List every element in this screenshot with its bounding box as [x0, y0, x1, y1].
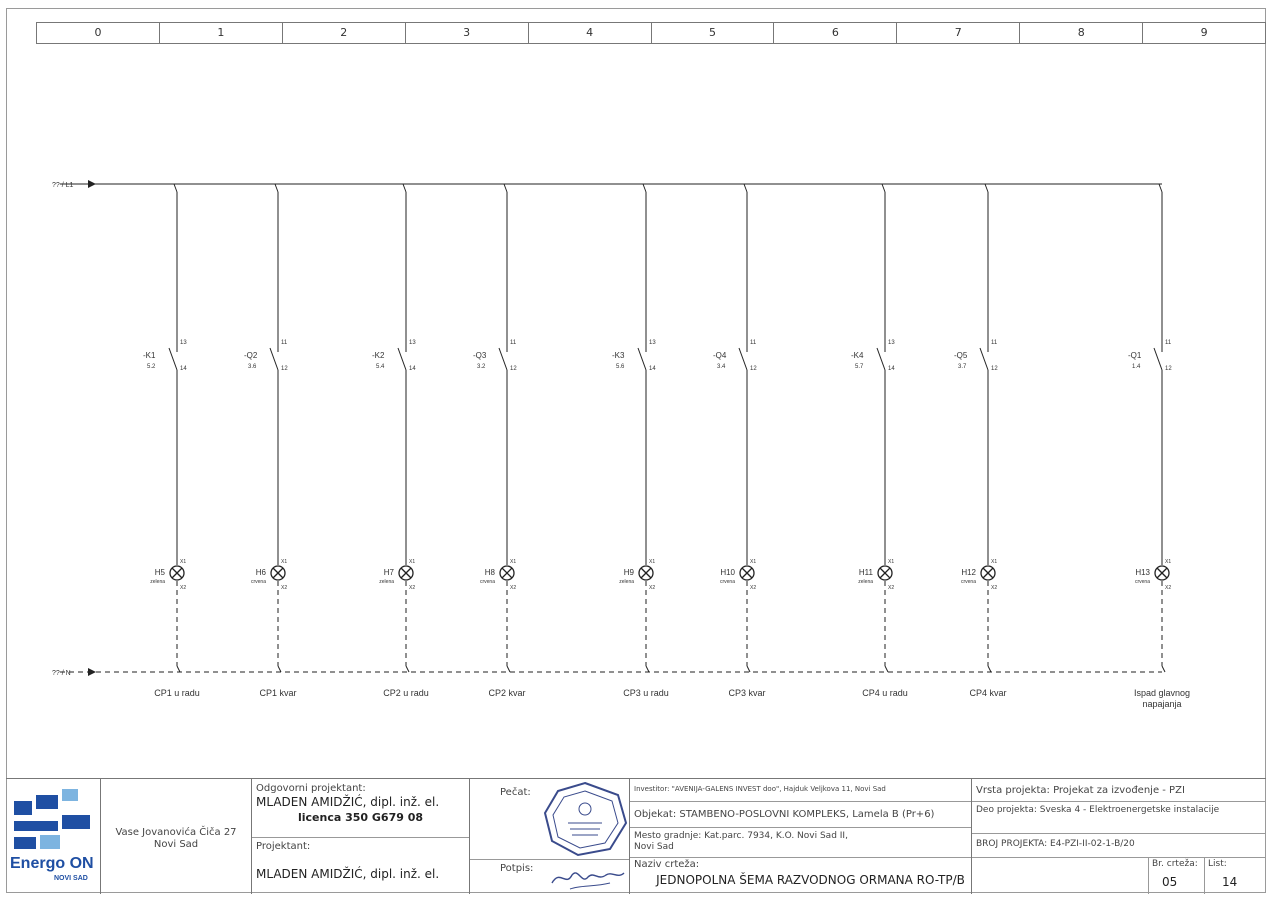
lamp-pin: X2 — [991, 585, 998, 591]
stamp-label: Pečat: — [500, 787, 531, 798]
column-number: 5 — [652, 23, 775, 43]
branch-function-label: CP2 kvar — [488, 688, 526, 698]
branch-function-label: CP3 kvar — [728, 688, 766, 698]
lamp-color: crvena — [479, 579, 495, 585]
branch-junction — [1159, 184, 1162, 192]
column-number: 2 — [283, 23, 406, 43]
stamp-cell — [470, 779, 630, 894]
drawing-title: JEDNOPOLNA ŠEMA RAZVODNOG ORMANA RO-TP/B — [656, 873, 965, 887]
contact-pin: 11 — [510, 340, 517, 346]
branch-function-label: napajanja — [1142, 699, 1182, 709]
lamp-color: crvena — [719, 579, 735, 585]
contact-ref: 5.4 — [376, 364, 385, 370]
contact-label: -Q3 — [473, 351, 487, 360]
lamp-pin: X1 — [649, 559, 656, 565]
contact-pin: 11 — [750, 340, 757, 346]
lamp-color: zelena — [619, 579, 634, 585]
lamp-pin: X1 — [409, 559, 416, 565]
investor-text: Investitor: "AVENIJA-GALENS INVEST doo", Hajduk Veljkova 11, Novi Sad — [634, 785, 886, 793]
branch-junction — [507, 666, 510, 672]
logo-text: Energo ON — [10, 855, 94, 872]
branch-junction — [744, 184, 747, 192]
project-part: Deo projekta: Sveska 4 - Elektroenergetske instalacije — [976, 805, 1220, 815]
contact-blade — [398, 348, 406, 370]
top-bus-label: ?? / L1 — [52, 182, 74, 189]
branch-junction — [643, 184, 646, 192]
branch-function-label: CP2 u radu — [383, 688, 429, 698]
branch-function-label: CP1 kvar — [259, 688, 297, 698]
license-number: licenca 350 G679 08 — [297, 811, 424, 824]
contact-label: -Q5 — [954, 351, 968, 360]
branch-junction — [646, 666, 649, 672]
contact-label: -K1 — [143, 351, 156, 360]
company-logo — [8, 781, 100, 891]
project-number: BROJ PROJEKTA: E4-PZI-II-02-1-B/20 — [976, 839, 1135, 849]
lamp-color: crvena — [960, 579, 976, 585]
lamp-pin: X2 — [750, 585, 757, 591]
lamp-pin: X1 — [180, 559, 187, 565]
lamp-pin: X2 — [1165, 585, 1172, 591]
lamp-label: H9 — [623, 568, 634, 577]
lamp-label: H10 — [720, 568, 735, 577]
project-type: Vrsta projekta: Projekat za izvođenje - PZI — [976, 785, 1185, 796]
branch-junction — [174, 184, 177, 192]
branch-junction — [882, 184, 885, 192]
lamp-color: crvena — [1134, 579, 1150, 585]
branch-function-label: CP4 kvar — [969, 688, 1007, 698]
drawing-label: Naziv crteža: — [634, 859, 700, 870]
lamp-pin: X2 — [888, 585, 895, 591]
lamp-label: H6 — [255, 568, 266, 577]
bottom-bus-label: ?? / N — [52, 670, 71, 677]
contact-pin: 12 — [1165, 366, 1172, 372]
contact-pin: 11 — [1165, 340, 1172, 346]
contact-blade — [499, 348, 507, 370]
contact-pin: 13 — [180, 340, 187, 346]
contact-pin: 14 — [888, 366, 895, 372]
branch-function-label: CP3 u radu — [623, 688, 669, 698]
contact-label: -K3 — [612, 351, 625, 360]
branch-junction — [985, 184, 988, 192]
contact-ref: 3.7 — [958, 364, 967, 370]
contact-label: -K2 — [372, 351, 385, 360]
logo-graphic — [8, 781, 100, 861]
contact-ref: 5.6 — [616, 364, 625, 370]
lamp-pin: X1 — [750, 559, 757, 565]
sheet-number: 14 — [1222, 875, 1238, 889]
lamp-pin: X1 — [888, 559, 895, 565]
project-meta-cell — [972, 779, 1266, 894]
column-number: 8 — [1020, 23, 1143, 43]
column-number: 4 — [529, 23, 652, 43]
responsible-label: Odgovorni projektant: — [256, 783, 366, 794]
lamp-label: H8 — [484, 568, 495, 577]
lamp-pin: X1 — [510, 559, 517, 565]
contact-pin: 13 — [888, 340, 895, 346]
contact-pin: 14 — [409, 366, 416, 372]
contact-blade — [739, 348, 747, 370]
branch-junction — [278, 666, 281, 672]
lamp-color: zelena — [150, 579, 165, 585]
column-number: 6 — [774, 23, 897, 43]
project-info-cell — [630, 779, 972, 894]
contact-label: -Q4 — [713, 351, 727, 360]
contact-blade — [1154, 348, 1162, 370]
branch-junction — [988, 666, 991, 672]
lamp-pin: X1 — [991, 559, 998, 565]
lamp-color: zelena — [379, 579, 394, 585]
logo-sub: NOVI SAD — [54, 875, 88, 882]
contact-blade — [638, 348, 646, 370]
contact-ref: 3.2 — [477, 364, 486, 370]
bottom-bus-arrow — [88, 668, 96, 676]
contact-pin: 14 — [180, 366, 187, 372]
contact-blade — [877, 348, 885, 370]
contact-ref: 1.4 — [1132, 364, 1141, 370]
lamp-pin: X1 — [281, 559, 288, 565]
contact-pin: 13 — [409, 340, 416, 346]
sheet-label: List: — [1208, 859, 1227, 869]
contact-blade — [270, 348, 278, 370]
contact-pin: 11 — [281, 340, 288, 346]
address-line2: Novi Sad — [153, 839, 199, 850]
branch-junction — [1162, 666, 1165, 672]
branch-function-label: CP4 u radu — [862, 688, 908, 698]
lamp-pin: X2 — [281, 585, 288, 591]
lamp-pin: X2 — [409, 585, 416, 591]
designer-label: Projektant: — [256, 841, 311, 852]
branch-junction — [403, 184, 406, 192]
column-number: 3 — [406, 23, 529, 43]
branch-function-label: CP1 u radu — [154, 688, 200, 698]
lamp-label: H7 — [383, 568, 394, 577]
title-block — [6, 778, 1266, 893]
branch-junction — [275, 184, 278, 192]
lamp-label: H12 — [961, 568, 976, 577]
designer-cell — [252, 779, 470, 894]
contact-label: -K4 — [851, 351, 864, 360]
column-number: 7 — [897, 23, 1020, 43]
drawing-number-label: Br. crteža: — [1152, 859, 1198, 869]
branch-junction — [747, 666, 750, 672]
contact-pin: 12 — [510, 366, 517, 372]
lamp-color: zelena — [858, 579, 873, 585]
lamp-pin: X2 — [649, 585, 656, 591]
contact-ref: 5.2 — [147, 364, 156, 370]
branch-junction — [406, 666, 409, 672]
lamp-pin: X1 — [1165, 559, 1172, 565]
contact-ref: 5.7 — [855, 364, 864, 370]
contact-pin: 12 — [281, 366, 288, 372]
column-number: 9 — [1143, 23, 1266, 43]
contact-pin: 12 — [991, 366, 998, 372]
contact-blade — [169, 348, 177, 370]
branch-junction — [885, 666, 888, 672]
signature-scribble — [550, 863, 626, 891]
contact-ref: 3.4 — [717, 364, 726, 370]
address-line1: Vase Jovanovića Čiča 27 — [115, 827, 237, 838]
lamp-label: H11 — [858, 568, 873, 577]
column-number: 0 — [36, 23, 160, 43]
top-bus-arrow — [88, 180, 96, 188]
lamp-color: crvena — [250, 579, 266, 585]
designer-name: MLADEN AMIDŽIĆ, dipl. inž. el. — [256, 867, 440, 881]
contact-pin: 11 — [991, 340, 998, 346]
contact-pin: 14 — [649, 366, 656, 372]
contact-label: -Q2 — [244, 351, 258, 360]
contact-pin: 12 — [750, 366, 757, 372]
signature-label: Potpis: — [500, 863, 534, 874]
lamp-pin: X2 — [180, 585, 187, 591]
branch-junction — [177, 666, 180, 672]
branch-junction — [504, 184, 507, 192]
contact-blade — [980, 348, 988, 370]
contact-label: -Q1 — [1128, 351, 1142, 360]
object-text: Objekat: STAMBENO-POSLOVNI KOMPLEKS, Lamela B (Pr+6) — [634, 809, 935, 820]
branch-function-label: Ispad glavnog — [1133, 688, 1191, 698]
stamp-seal — [542, 781, 628, 857]
contact-pin: 13 — [649, 340, 656, 346]
address-cell — [100, 779, 252, 894]
lamp-pin: X2 — [510, 585, 517, 591]
responsible-name: MLADEN AMIDŽIĆ, dipl. inž. el. — [256, 795, 440, 809]
contact-ref: 3.6 — [248, 364, 257, 370]
lamp-label: H13 — [1135, 568, 1150, 577]
column-number: 1 — [160, 23, 283, 43]
location-text: Mesto gradnje: Kat.parc. 7934, K.O. Novi Sad II, Novi Sad — [634, 831, 848, 852]
lamp-label: H5 — [154, 568, 165, 577]
drawing-number: 05 — [1162, 875, 1178, 889]
